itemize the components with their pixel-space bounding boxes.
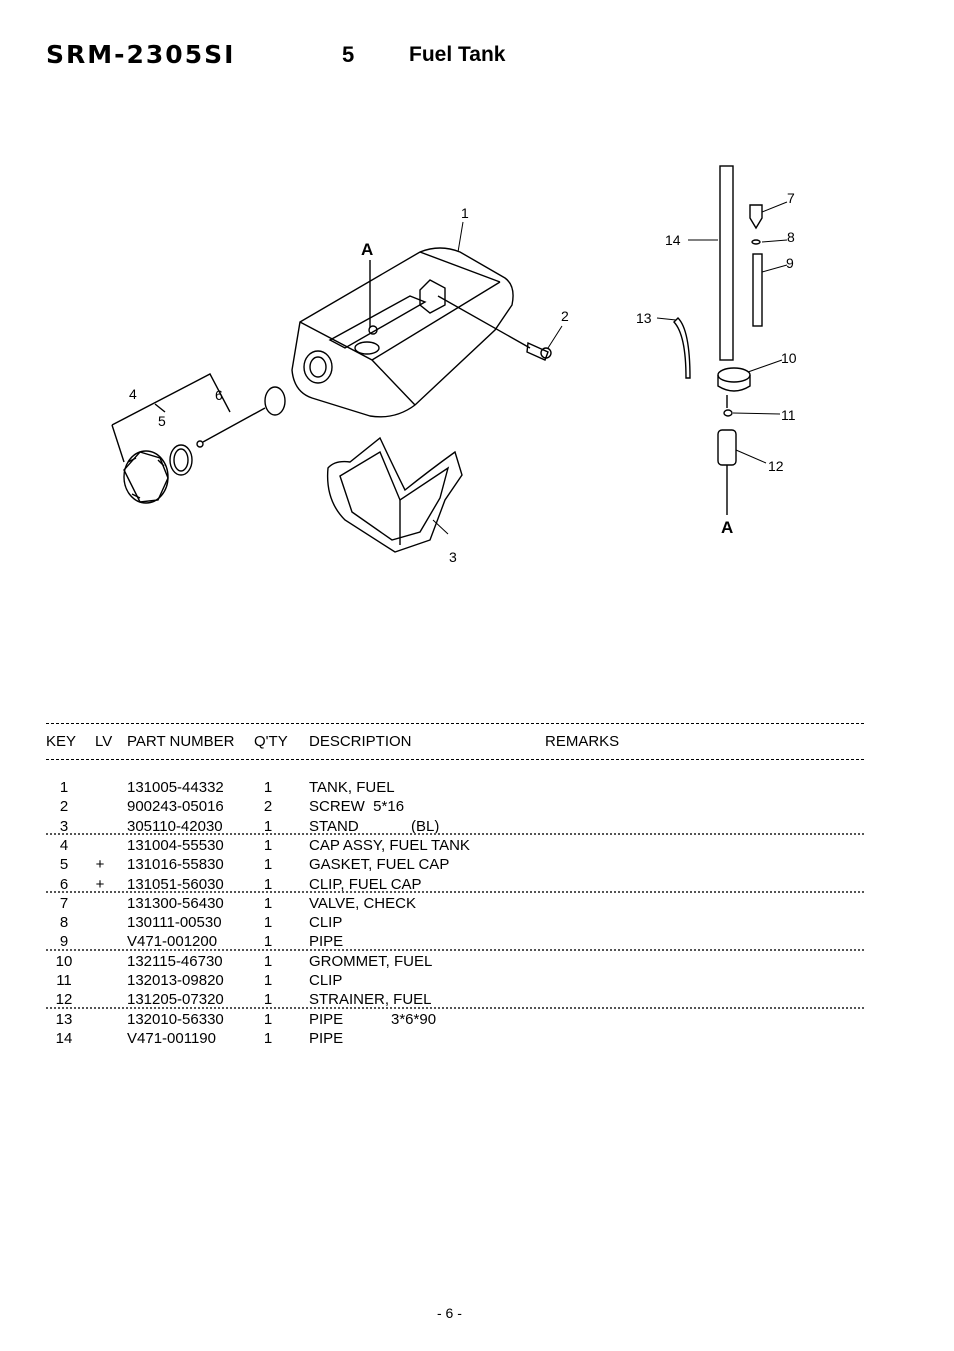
callout-3: 3: [449, 549, 457, 565]
clip-drawing: [197, 387, 285, 447]
cell-desc: SCREW 5*16: [309, 798, 405, 816]
cell-key: 6: [59, 875, 69, 893]
cell-part: 131300-56430: [127, 894, 224, 912]
cell-qty: 1: [263, 972, 273, 989]
col-part-number: PART NUMBER: [127, 733, 235, 750]
model-number: SRM-2305SI: [46, 40, 236, 69]
cell-part: V471-001190: [127, 1029, 216, 1047]
col-key: KEY: [46, 733, 77, 750]
cell-lv: +: [95, 856, 105, 874]
cell-qty: 1: [263, 1029, 273, 1047]
reference-a-right: A: [721, 518, 734, 537]
cell-qty: 1: [263, 779, 273, 796]
table-row: [0, 779, 954, 798]
col-remarks: REMARKS: [545, 733, 620, 750]
cell-part: 131005-44332: [127, 779, 224, 796]
cell-key: 4: [59, 836, 69, 854]
row-group-separator: [46, 891, 864, 893]
col-qty: Q'TY: [254, 733, 288, 750]
cell-key: 10: [55, 952, 73, 970]
cell-key: 1: [59, 779, 69, 796]
cell-desc: PIPE: [309, 933, 344, 951]
cell-part: 131004-55530: [127, 836, 224, 854]
row-group-separator: [46, 949, 864, 951]
cell-part: 132115-46730: [127, 952, 223, 970]
cell-desc: GASKET, FUEL CAP: [309, 856, 450, 874]
callout-11: 11: [781, 407, 796, 423]
cell-key: 8: [59, 914, 69, 932]
cell-part: 900243-05016: [127, 798, 224, 816]
callout-10: 10: [781, 350, 797, 366]
table-row: [0, 798, 954, 817]
fuel-cap-drawing: [124, 451, 168, 503]
col-lv: LV: [95, 733, 113, 750]
cell-qty: 1: [263, 856, 273, 874]
cell-part: 132013-09820: [127, 972, 224, 989]
cell-key: 3: [59, 817, 69, 835]
callout-7: 7: [787, 190, 795, 206]
cell-extra: 3*6*90: [391, 1010, 437, 1028]
table-row: [0, 972, 954, 991]
col-description: DESCRIPTION: [309, 733, 412, 750]
cell-part: 305110-42030: [127, 817, 223, 835]
cell-desc: STAND: [309, 817, 359, 835]
cell-desc: VALVE, CHECK: [309, 894, 416, 912]
table-row: [0, 1011, 954, 1030]
table-row: [0, 837, 954, 856]
cell-key: 11: [56, 972, 72, 989]
cell-desc: CLIP, FUEL CAP: [309, 875, 422, 893]
cell-qty: 1: [263, 836, 273, 854]
callout-1: 1: [461, 205, 469, 221]
cell-part: V471-001200: [127, 933, 218, 951]
table-row: [0, 953, 954, 972]
stand-drawing: [328, 438, 462, 552]
table-rule-header: [46, 759, 864, 760]
row-group-separator: [46, 833, 864, 835]
cell-desc: CLIP: [309, 914, 343, 932]
cell-part: 132010-56330: [127, 1010, 224, 1028]
cell-desc: CAP ASSY, FUEL TANK: [309, 836, 470, 854]
cell-qty: 1: [263, 991, 273, 1009]
exploded-parts-diagram: [0, 0, 954, 620]
cell-qty: 1: [263, 952, 273, 970]
cell-part: 131205-07320: [127, 991, 224, 1009]
section-number: 5: [342, 42, 355, 67]
table-row: [0, 914, 954, 933]
cell-key: 2: [59, 798, 69, 816]
cell-part: 130111-00530: [127, 914, 222, 932]
cell-lv: +: [95, 875, 105, 893]
fuel-tank-drawing: [292, 248, 513, 417]
callout-9: 9: [786, 255, 794, 271]
cell-key: 5: [59, 856, 69, 874]
cell-qty: 1: [263, 875, 273, 893]
cell-qty: 1: [263, 933, 273, 951]
cell-desc: TANK, FUEL: [309, 779, 395, 796]
callout-12: 12: [768, 458, 784, 474]
table-rule-top: [46, 723, 864, 724]
table-row: [0, 856, 954, 875]
callout-2: 2: [561, 308, 569, 324]
cell-qty: 1: [263, 1010, 273, 1028]
callout-8: 8: [787, 229, 795, 245]
cell-part: 131016-55830: [127, 856, 224, 874]
cell-desc: STRAINER, FUEL: [309, 991, 432, 1009]
callout-5: 5: [158, 413, 166, 429]
cell-key: 14: [55, 1029, 73, 1047]
reference-a-left: A: [361, 240, 374, 259]
cell-qty: 1: [263, 914, 273, 932]
cell-key: 7: [59, 894, 69, 912]
callout-14: 14: [665, 232, 681, 248]
row-group-separator: [46, 1007, 864, 1009]
cell-desc: PIPE: [309, 1010, 344, 1028]
section-title: Fuel Tank: [409, 43, 506, 66]
cell-qty: 2: [263, 798, 273, 816]
callout-6: 6: [215, 387, 223, 403]
cell-qty: 1: [263, 817, 273, 835]
cell-desc: PIPE: [309, 1029, 344, 1047]
cell-desc: CLIP: [309, 972, 343, 989]
cell-qty: 1: [263, 894, 273, 912]
page-number: - 6 -: [437, 1305, 462, 1321]
callout-4: 4: [129, 386, 137, 402]
table-row: [0, 895, 954, 914]
cell-part: 131051-56030: [127, 875, 224, 893]
cell-desc: GROMMET, FUEL: [309, 952, 433, 970]
cell-key: 12: [55, 991, 73, 1009]
cell-key: 13: [55, 1010, 73, 1028]
cell-extra: (BL): [411, 817, 440, 835]
callout-13: 13: [636, 310, 652, 326]
table-row: [0, 1030, 954, 1049]
cell-key: 9: [59, 933, 69, 951]
